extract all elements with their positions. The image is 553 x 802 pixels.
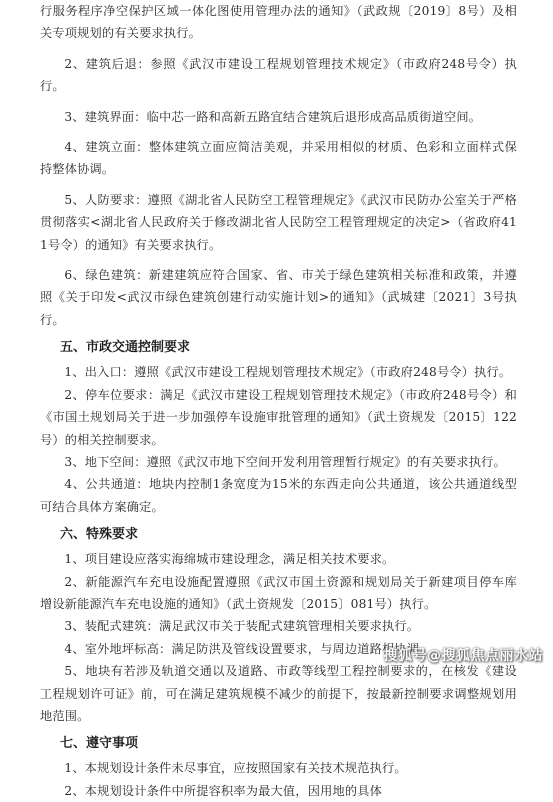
paragraph-building-setback: 2、建筑后退：参照《武汉市建设工程规划管理技术规定》（市政府248号令）执行。 <box>40 56 517 94</box>
section-heading-compliance: 七、遵守事项 <box>60 736 139 752</box>
watermark: 搜狐号@搜狐焦点丽水站 <box>383 648 543 664</box>
paragraph-sponge-city: 1、项目建设应落实海绵城市建设理念，满足相关技术要求。 <box>64 552 395 567</box>
paragraph-public-passage: 4、公共通道：地块内控制1条宽度为15米的东西走向公共通道，该公共通道线型可结合具体方案确定。 <box>40 477 517 514</box>
paragraph-airport-clearance: 行服务程序净空保护区域一体化图使用管理办法的通知》（武政规〔2019〕8号）及相关专项规划的有关要求执行。 <box>40 4 517 41</box>
paragraph-green-building: 6、绿色建筑：新建建筑应符合国家、省、市关于绿色建筑相关标准和政策，并遵照《关于印发<武汉市绿色建筑创建行动实施计划>的通知》（武城建〔2021〕3号执行。 <box>40 268 517 327</box>
paragraph-building-facade: 4、建筑立面：整体建筑立面应简洁美观，并采用相似的材质、色彩和立面样式保持整体协调。 <box>40 140 517 177</box>
paragraph-prefab: 3、装配式建筑：满足武汉市关于装配式建筑管理相关要求执行。 <box>64 619 420 634</box>
paragraph-plot-ratio: 2、本规划设计条件中所提容积率为最大值，因用地的具体 <box>64 783 383 798</box>
paragraph-entrance: 1、出入口：遵照《武汉市建设工程规划管理技术规定》（市政府248号令）执行。 <box>64 365 512 380</box>
section-heading-traffic: 五、市政交通控制要求 <box>60 340 191 356</box>
paragraph-rail-transit: 5、地块有若涉及轨道交通以及道路、市政等线型工程控制要求的，在核发《建设工程规划许可证》前，可在满足建筑规模不减少的前提下，按最新控制要求调整规划用地范围。 <box>40 664 517 723</box>
paragraph-building-interface: 3、建筑界面：临中芯一路和高新五路宜结合建筑后退形成高品质街道空间。 <box>64 109 482 124</box>
paragraph-unresolved-matters: 1、本规划设计条件未尽事宜，应按照国家有关技术规范执行。 <box>64 761 407 776</box>
section-heading-special: 六、特殊要求 <box>60 527 139 543</box>
paragraph-parking: 2、停车位要求：满足《武汉市建设工程规划管理技术规定》（市政府248号令）和《市国土规划局关于进一步加强停车设施审批管理的通知》（武土资规发〔2015〕122号）的相关控制要求。 <box>40 387 517 447</box>
paragraph-civil-defense: 5、人防要求：遵照《湖北省人民防空工程管理规定》《武汉市民防办公室关于严格贯彻落实<湖北省人民政府关于修改湖北省人民防空工程管理规定的决定>（省政府411号令）的通知》有关要求执行。 <box>40 192 517 252</box>
paragraph-ground-elevation: 4、室外地坪标高：满足防洪及管线设置要求，与周边道路相协调。 <box>64 641 432 656</box>
paragraph-underground: 3、地下空间：遵照《武汉市地下空间开发利用管理暂行规定》的有关要求执行。 <box>64 454 506 469</box>
paragraph-ev-charging: 2、新能源汽车充电设施配置遵照《武汉市国土资源和规划局关于新建项目停车库增设新能源汽车充电设施的通知》（武土资规发〔2015〕081号）执行。 <box>40 574 517 611</box>
